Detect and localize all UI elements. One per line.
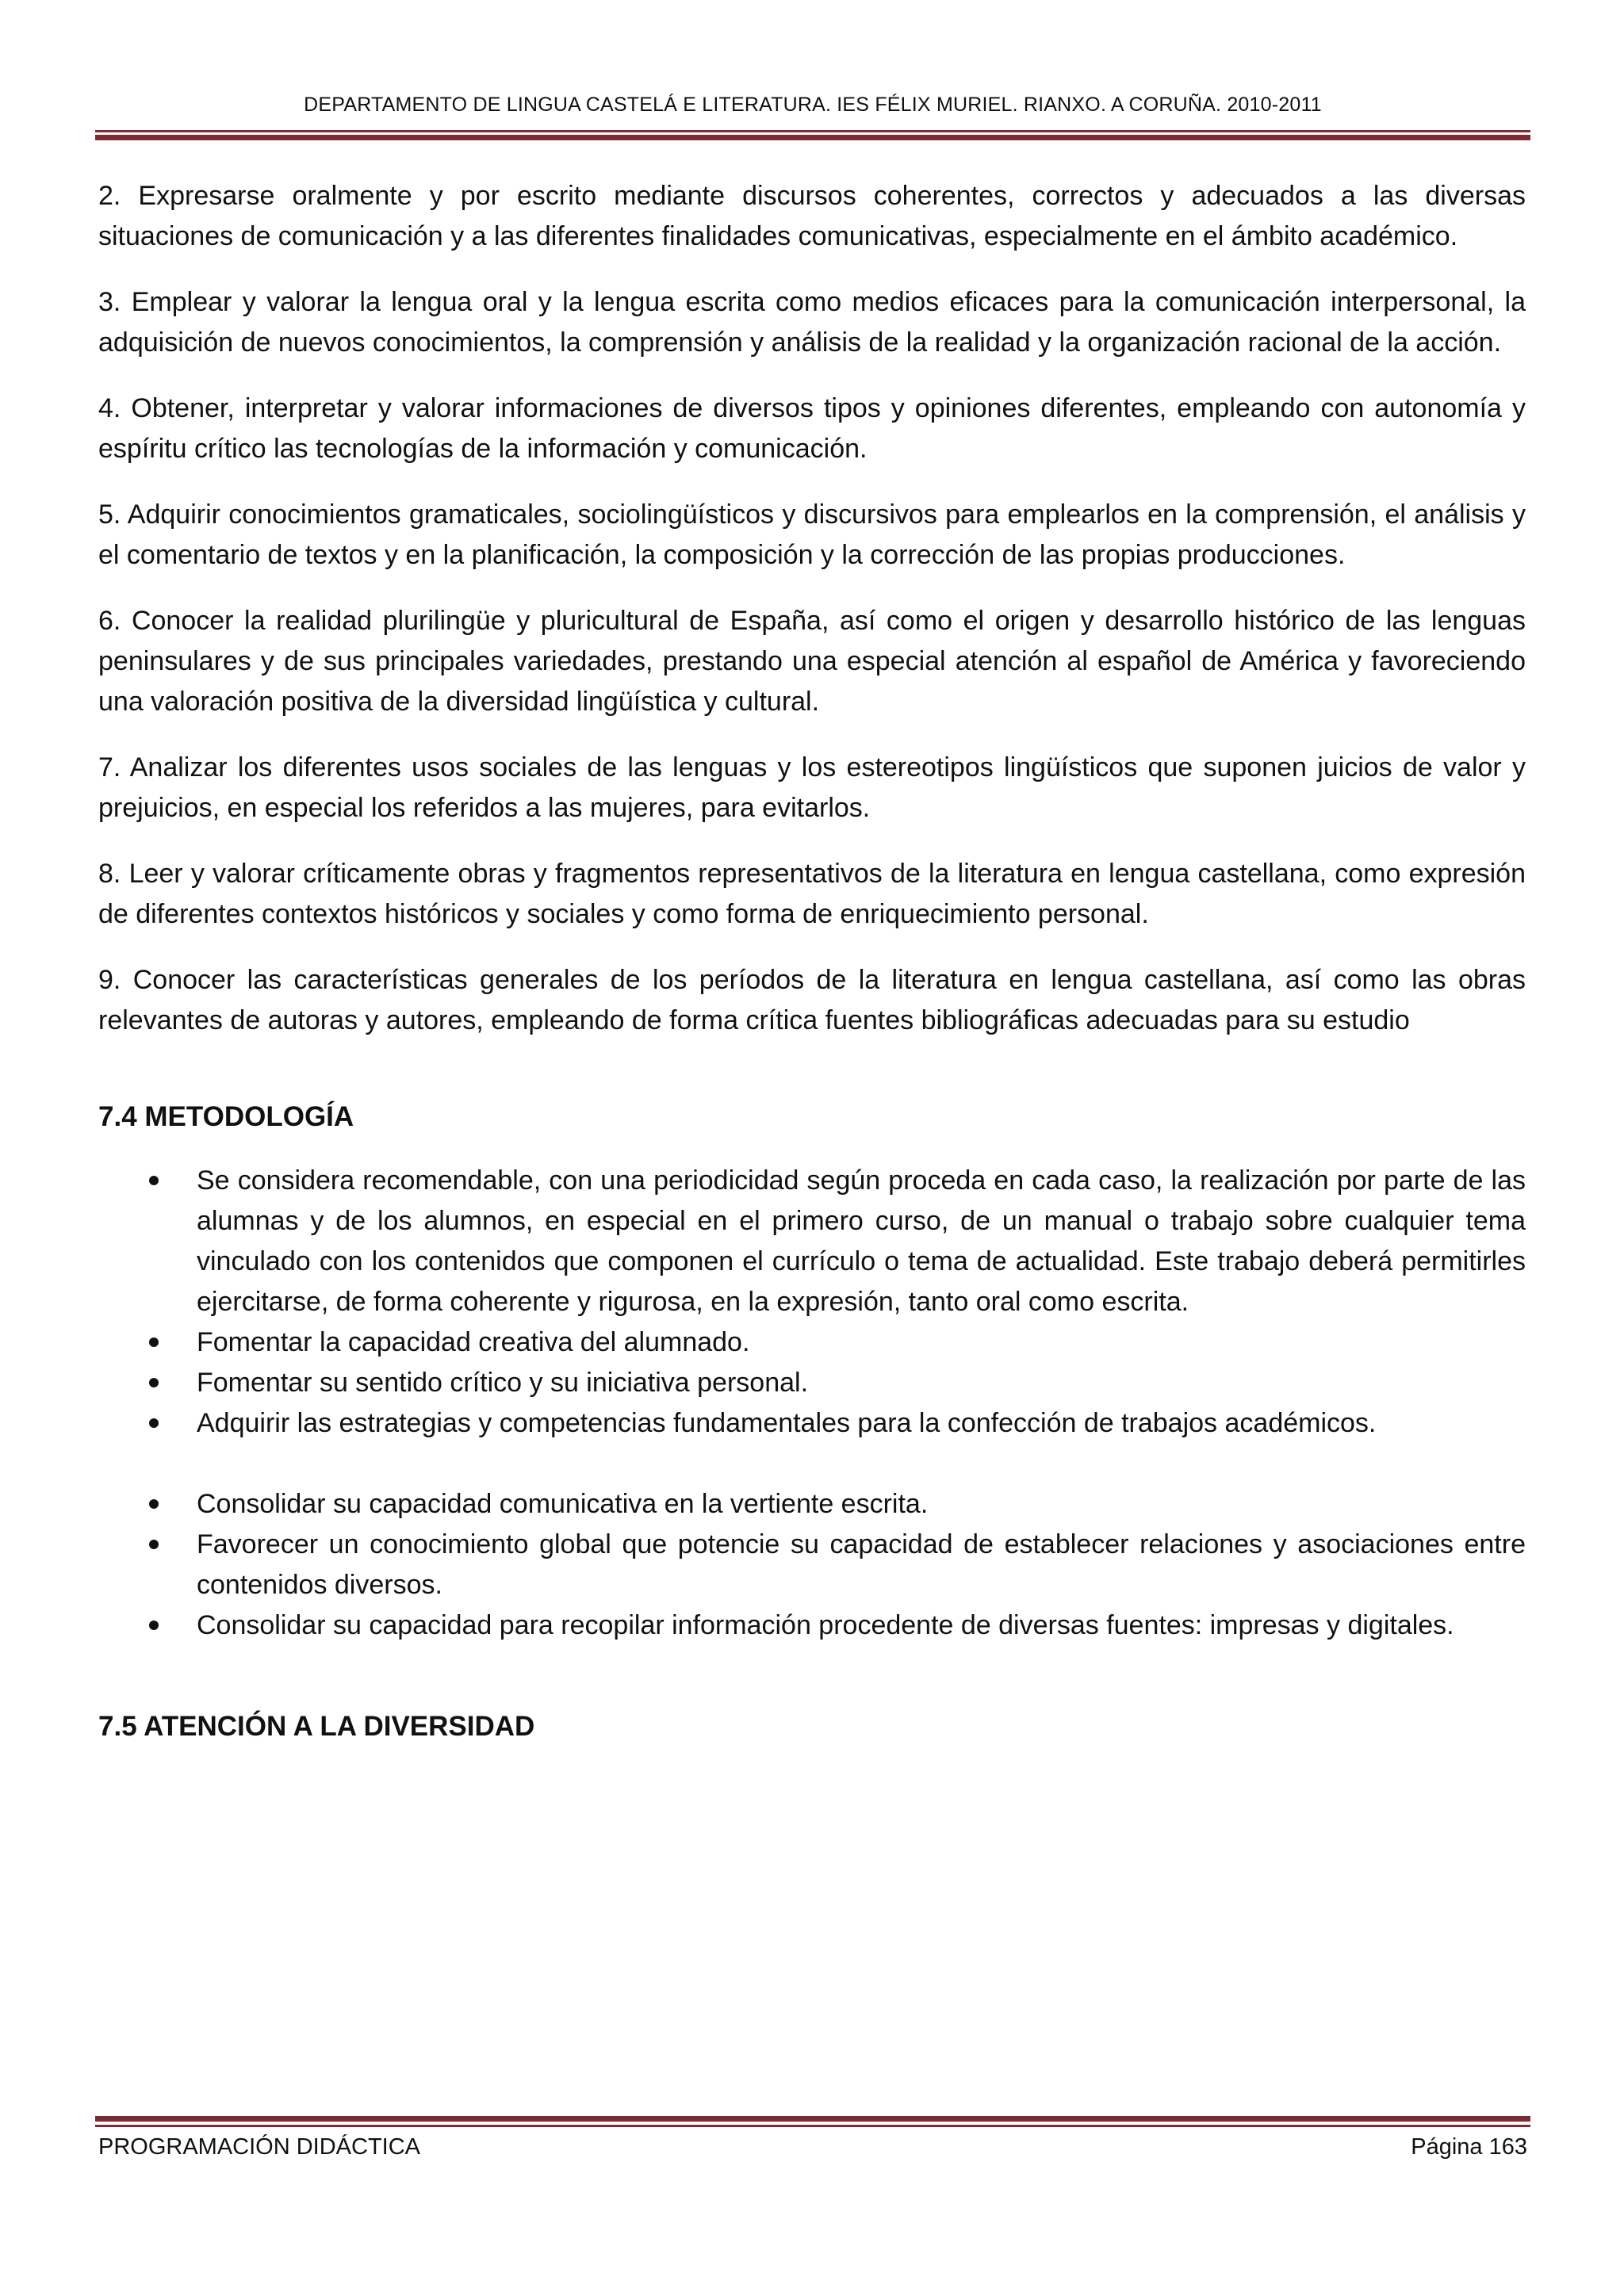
bullet-icon (149, 1499, 159, 1509)
header-rule-thick (95, 135, 1530, 140)
list-item-text: Consolidar su capacidad comunicativa en la vertiente escrita. (197, 1489, 929, 1519)
list-item (98, 1322, 1526, 1363)
list-item (98, 1525, 1526, 1605)
list-item-text: Favorecer un conocimiento global que potencie su capacidad de establecer relaciones y asociaciones entre contenidos diversos. (197, 1529, 1526, 1600)
objective-paragraph-3: 3. Emplear y valorar la lengua oral y la lengua escrita como medios eficaces para la comunicación interpersonal, la adquisición de nuevos conocimientos, la comprensión y análisis de la realidad y la organización racional de la acción. (98, 287, 1526, 358)
list-item (98, 1484, 1526, 1525)
bullet-icon (149, 1621, 159, 1630)
objective-paragraph-7: 7. Analizar los diferentes usos sociales de las lenguas y los estereotipos lingüísticos que suponen juicios de valor y prejuicios, en especial los referidos a las mujeres, para evitarlos. (98, 752, 1526, 823)
methodology-list (98, 1161, 1526, 1646)
list-item-text: Fomentar la capacidad creativa del alumnado. (197, 1327, 750, 1357)
objective-paragraph-6: 6. Conocer la realidad plurilingüe y pluricultural de España, así como el origen y desarrollo histórico de las lenguas peninsulares y de sus principales variedades, prestando una especial atención al español de América y favoreciendo una valoración positiva de la diversidad lingüística y cultural. (98, 606, 1526, 717)
section-heading-diversity: 7.5 ATENCIÓN A LA DIVERSIDAD (98, 1711, 535, 1742)
objective-paragraph-5: 5. Adquirir conocimientos gramaticales, sociolingüísticos y discursivos para emplearlos en la comprensión, el análisis y el comentario de textos y en la planificación, la composición y la corrección de las propias producciones. (98, 499, 1526, 570)
bullet-icon (149, 1540, 159, 1549)
list-item-text: Consolidar su capacidad para recopilar información procedente de diversas fuentes: impresas y digitales. (197, 1610, 1454, 1640)
list-item-text: Se considera recomendable, con una periodicidad según proceda en cada caso, la realización por parte de las alumnas y de los alumnos, en especial en el primero curso, de un manual o trabajo sobre cualquier tema vinculado con los contenidos que componen el currículo o tema de actualidad. Este trabajo deberá permitirles ejercitarse, de forma coherente y rigurosa, en la expresión, tanto oral como escrita. (197, 1165, 1526, 1317)
bullet-icon (149, 1176, 159, 1185)
page-header: DEPARTAMENTO DE LINGUA CASTELÁ E LITERATURA. IES FÉLIX MURIEL. RIANXO. A CORUÑA. 2010-2011 (304, 94, 1322, 116)
objective-paragraph-9: 9. Conocer las características generales de los períodos de la literatura en lengua castellana, así como las obras relevantes de autoras y autores, empleando de forma crítica fuentes bibliográficas adecuadas para su estudio (98, 965, 1526, 1035)
objective-paragraph-4: 4. Obtener, interpretar y valorar informaciones de diversos tipos y opiniones diferentes, empleando con autonomía y espíritu crítico las tecnologías de la información y comunicación. (98, 393, 1526, 464)
objective-paragraph-8: 8. Leer y valorar críticamente obras y fragmentos representativos de la literatura en lengua castellana, como expresión de diferentes contextos históricos y sociales y como forma de enriquecimiento personal. (98, 859, 1526, 929)
main-content (98, 176, 1526, 1770)
list-item (98, 1161, 1526, 1322)
objective-paragraph-2: 2. Expresarse oralmente y por escrito mediante discursos coherentes, correctos y adecuados a las diversas situaciones de comunicación y a las diferentes finalidades comunicativas, especialmente en el ámbito académico. (98, 181, 1526, 251)
section-heading-methodology: 7.4 METODOLOGÍA (98, 1101, 354, 1132)
list-item (98, 1363, 1526, 1403)
header-rule-thin (95, 130, 1530, 132)
bullet-icon (149, 1418, 159, 1428)
list-item (98, 1403, 1526, 1444)
list-item (98, 1605, 1526, 1646)
list-item-text: Fomentar su sentido crítico y su iniciativa personal. (197, 1368, 809, 1398)
footer-rule-thin (95, 2125, 1530, 2127)
footer-rule-thick (95, 2116, 1530, 2122)
footer-document-title: PROGRAMACIÓN DIDÁCTICA (98, 2134, 421, 2160)
page-number: Página 163 (1411, 2134, 1527, 2160)
bullet-icon (149, 1378, 159, 1387)
bullet-icon (149, 1337, 159, 1347)
list-item-text: Adquirir las estrategias y competencias fundamentales para la confección de trabajos académicos. (197, 1408, 1377, 1438)
